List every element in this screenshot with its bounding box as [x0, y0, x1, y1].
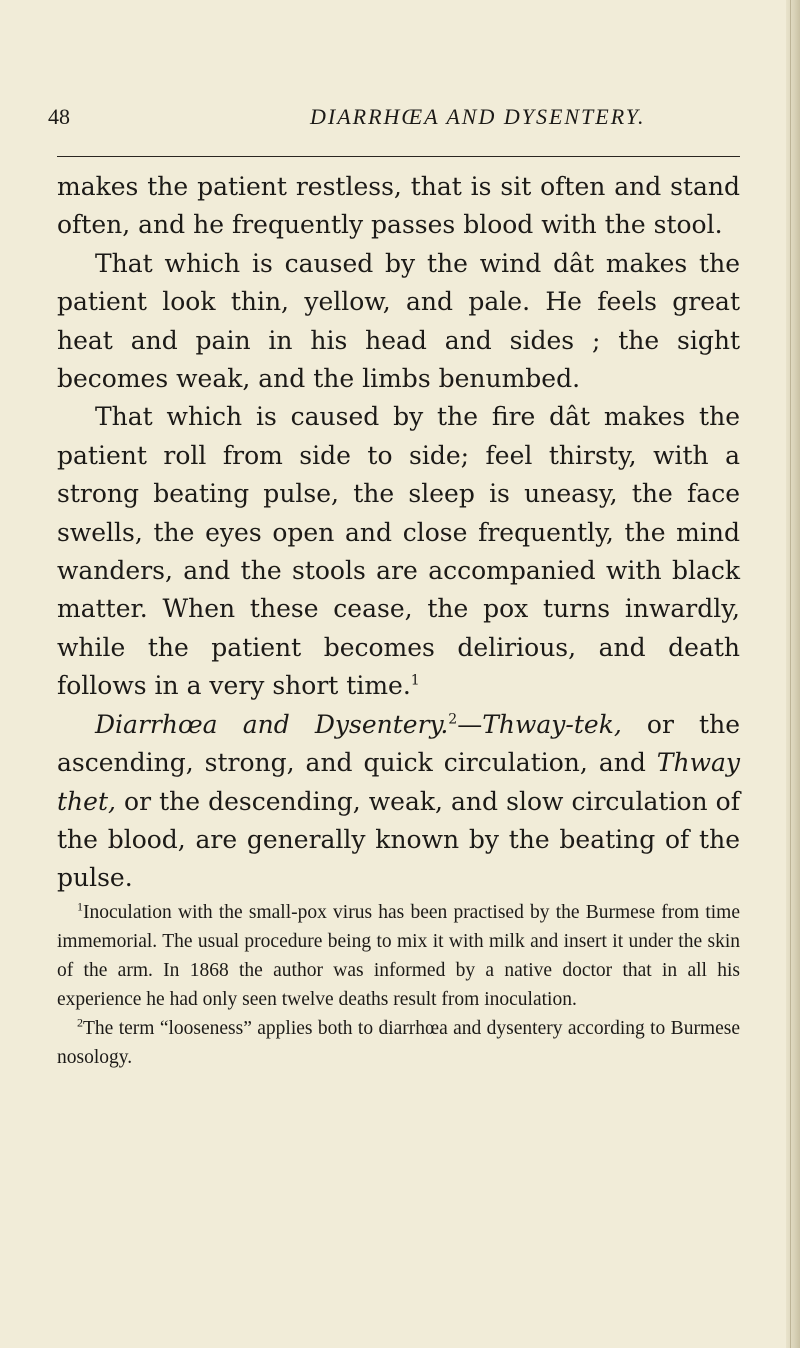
paragraph-3-text: That which is caused by the fire dât makes the patient roll from side to side; feel thirsty, with a strong beating pulse, the sleep is uneasy, the face swells, the eyes open and close frequently, the mind wanders, and the stools are accompanied with black matter. When these cease, the pox turns inwardly, while the patient becomes delirious, and death follows in a very short time.	[57, 402, 740, 701]
paragraph-4	[57, 706, 740, 898]
header-rule	[57, 156, 740, 157]
footnote-1	[57, 898, 740, 1014]
em-dash: —	[457, 709, 483, 739]
footnote-ref-1: 1	[410, 672, 420, 689]
term-thway-thet: Thway thet,	[57, 748, 740, 816]
section-heading: Diarrhœa and Dysentery.	[95, 709, 449, 739]
paragraph-4-text-1: or the ascending, strong, and quick circulation, and	[57, 709, 740, 778]
paragraph-1: makes the patient restless, that is sit often and stand often, and he frequently passes blood with the stool.	[57, 172, 740, 240]
term-thway-tek: Thway-tek,	[482, 709, 622, 739]
paragraph-4-text-2: or the descending, weak, and slow circulation of the blood, are generally known by the beating of the pulse.	[57, 786, 740, 893]
footnote-2-marker: 2	[77, 1015, 83, 1030]
paragraph-3	[57, 398, 740, 705]
page-edge	[786, 0, 800, 1348]
page-header	[48, 104, 748, 138]
footnotes	[57, 898, 740, 1072]
body-text	[57, 168, 740, 898]
page-number: 48	[48, 104, 70, 129]
footnote-2-text: The term “looseness” applies both to diarrhœa and dysentery according to Burmese nosology.	[57, 1018, 740, 1068]
running-head: DIARRHŒA AND DYSENTERY.	[310, 104, 646, 129]
footnote-1-marker: 1	[77, 899, 83, 914]
paragraph-2: That which is caused by the wind dât makes the patient look thin, yellow, and pale. He feels great heat and pain in his head and sides ; the sight becomes weak, and the limbs benumbed.	[57, 248, 740, 394]
footnote-1-text: Inoculation with the small-pox virus has been practised by the Burmese from time immemorial. The usual procedure being to mix it with milk and insert it under the skin of the arm. In 1868 the author was informed by a native doctor that in all his experience he had only seen twelve deaths result from inoculation.	[57, 902, 740, 1010]
footnote-ref-2: 2	[448, 711, 458, 728]
footnote-2	[57, 1014, 740, 1072]
